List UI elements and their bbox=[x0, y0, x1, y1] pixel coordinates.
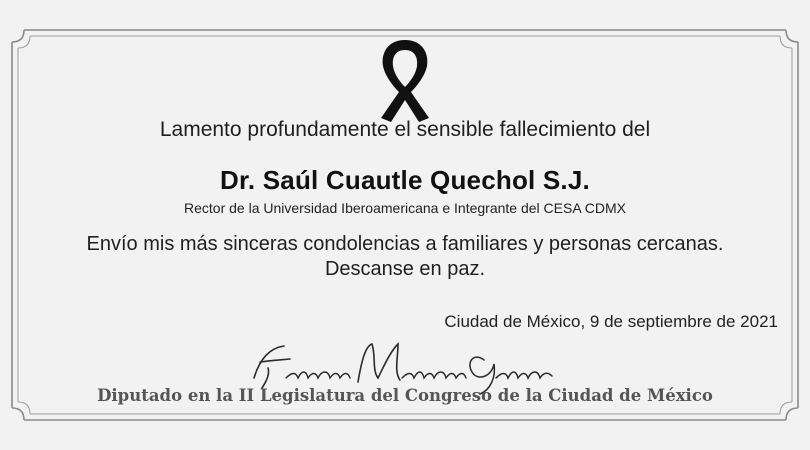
deceased-name: Dr. Saúl Cuautle Quechol S.J. bbox=[220, 165, 590, 195]
intro-text: Lamento profundamente el sensible fallecimiento del bbox=[159, 118, 651, 141]
rest-in-peace-text: Descanse en paz. bbox=[324, 258, 486, 280]
condolence-text: Envío mis más sinceras condolencias a familiares y personas cercanas. bbox=[86, 233, 724, 255]
deceased-role: Rector de la Universidad Iberoamericana e Integrante del CESA CDMX bbox=[184, 200, 626, 216]
place-date: Ciudad de México, 9 de septiembre de 2021 bbox=[444, 312, 778, 331]
mourning-ribbon-icon bbox=[373, 36, 437, 124]
signer-title: Diputado en la II Legislatura del Congreso de la Ciudad de México bbox=[97, 386, 713, 405]
